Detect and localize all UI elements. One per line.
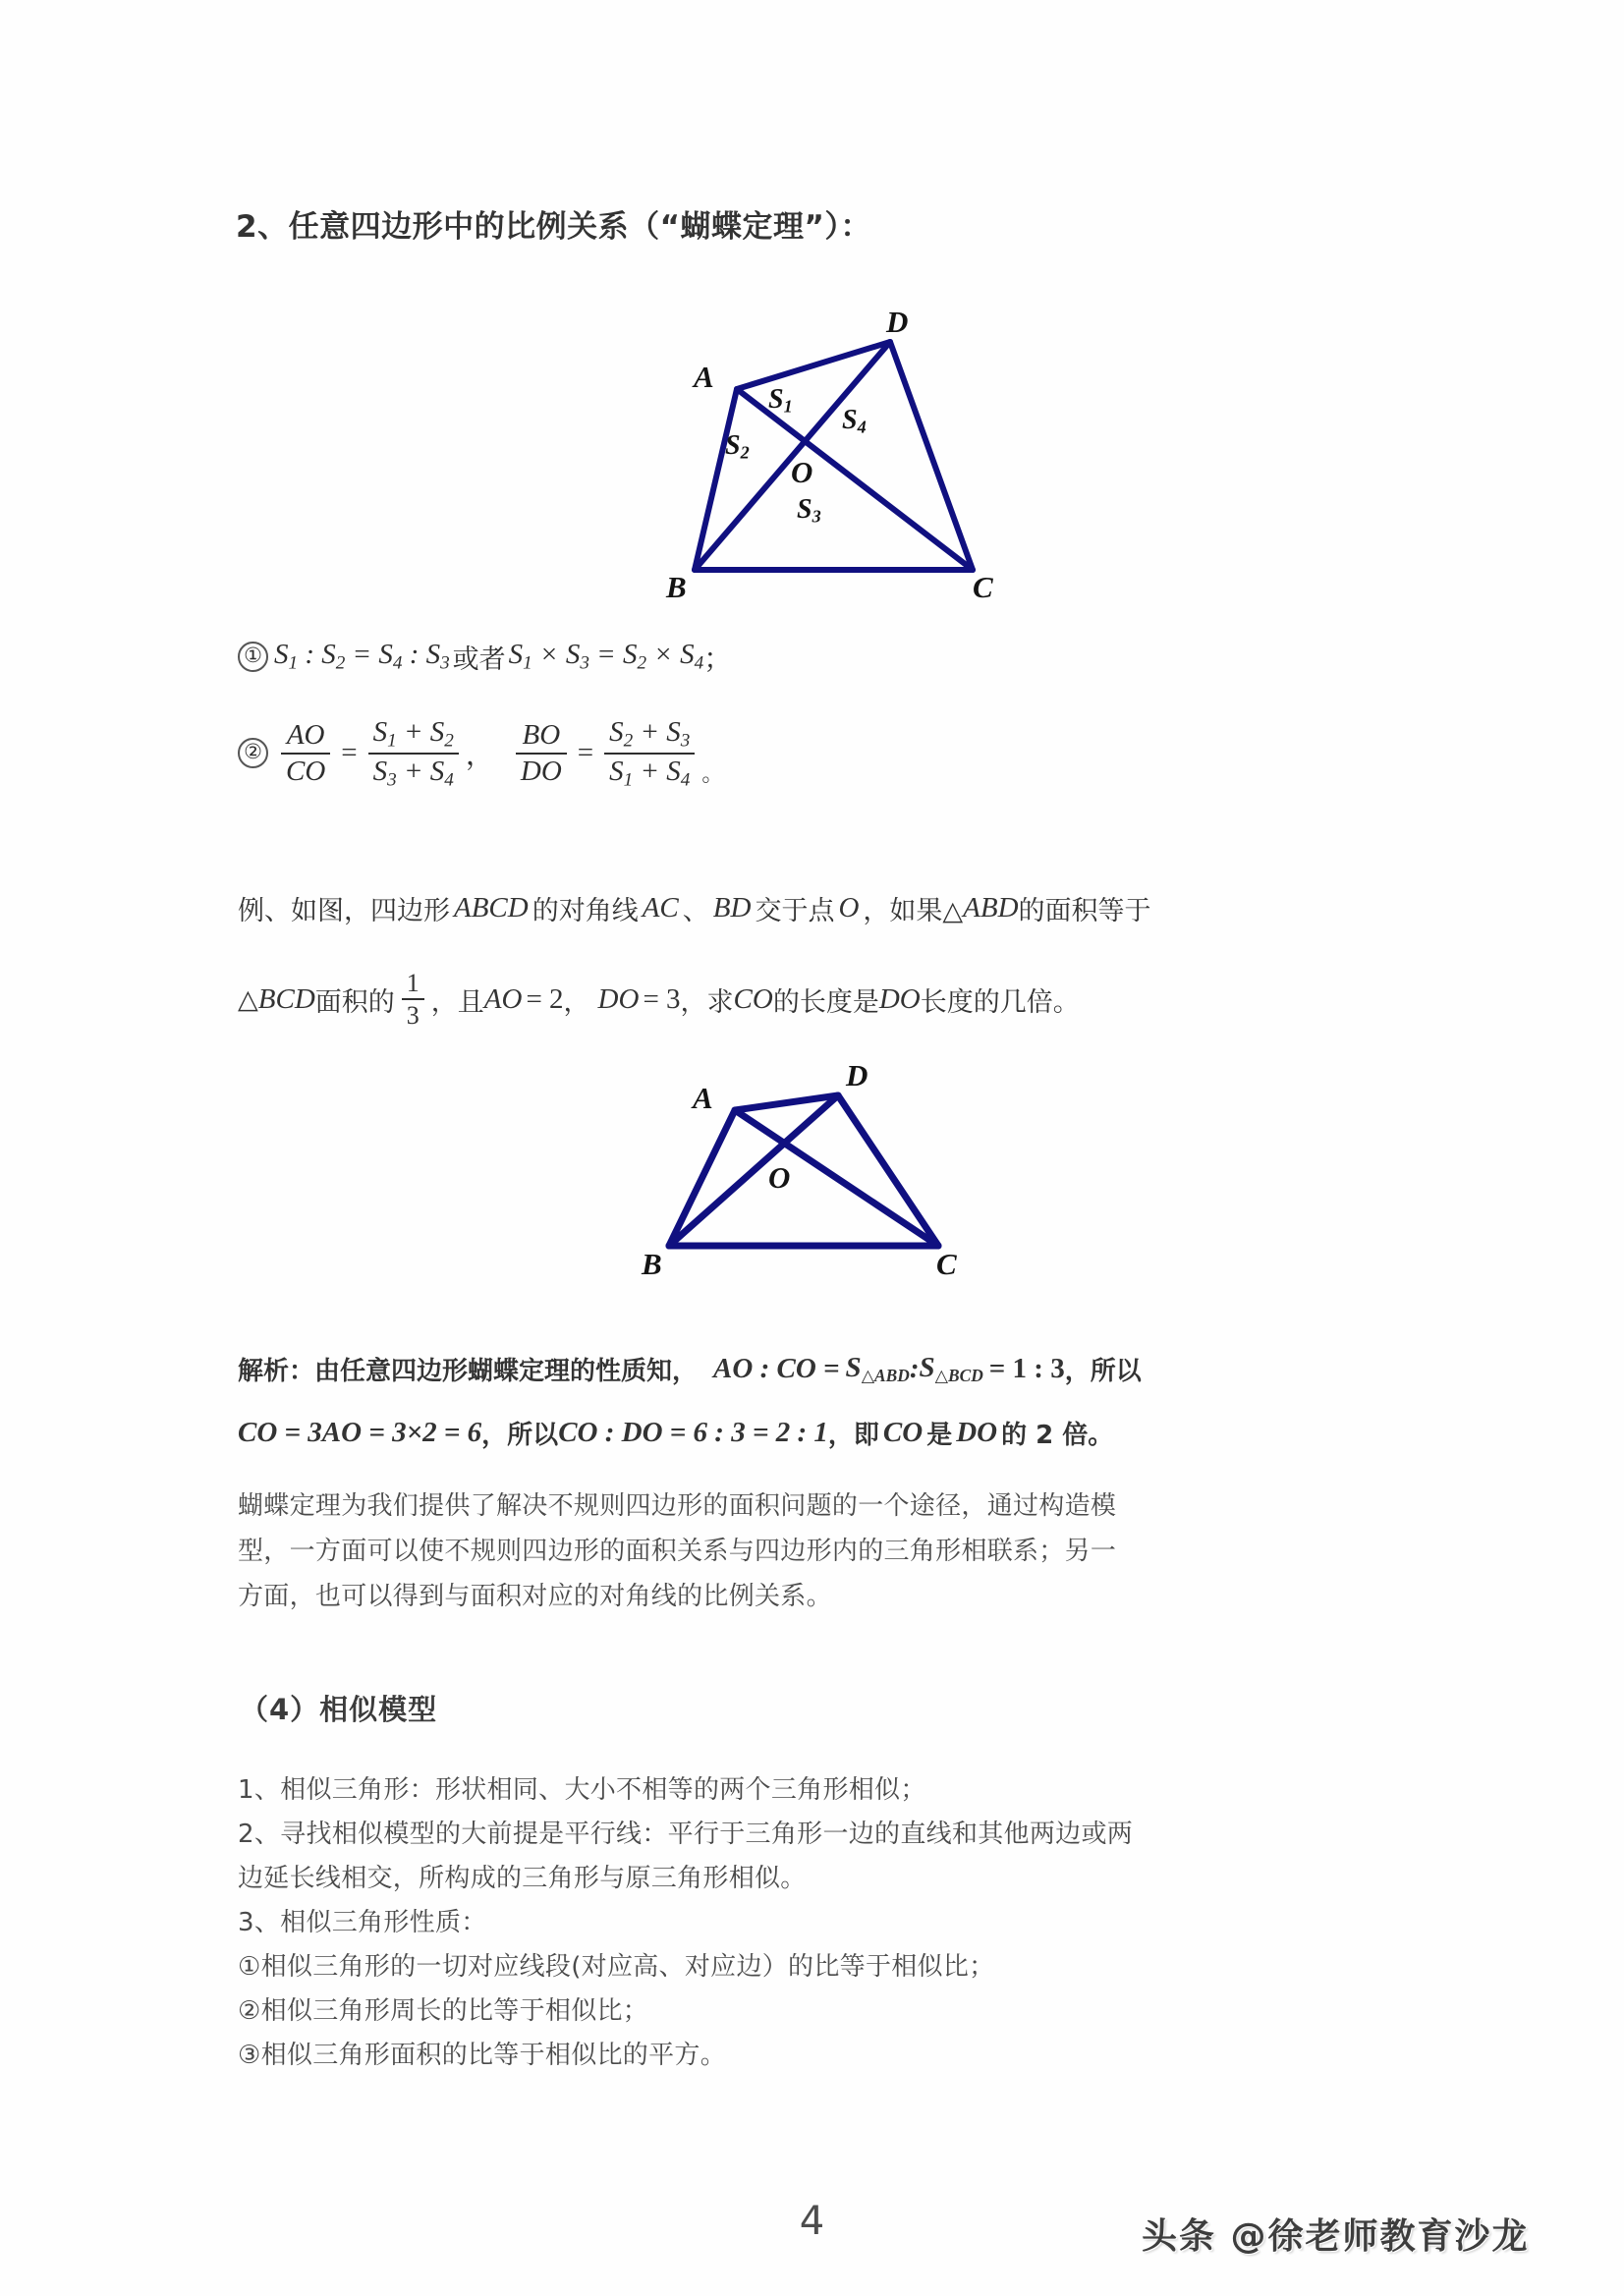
example2-ao: AO xyxy=(483,982,523,1015)
example2-comma: ， xyxy=(563,986,590,1018)
solution-label: 解析： xyxy=(238,1357,315,1386)
equals-sign-2: = xyxy=(577,737,594,769)
fraction-s2s3-s1s4 xyxy=(604,715,695,792)
example2-do2: DO xyxy=(878,982,921,1015)
formula1-expression: $S_1$ : $S_2 = S_4$ : $S_3$ xyxy=(274,639,450,674)
formula2-end: 。 xyxy=(701,761,724,787)
solution-math-pre: AO : CO = xyxy=(713,1353,840,1384)
example-line-2 xyxy=(238,968,1080,1031)
vertex-label-o: O xyxy=(768,1160,791,1195)
similar-model-heading: （4）相似模型 xyxy=(240,1693,438,1726)
example-text-pre: 例、如图，四边形 xyxy=(238,896,450,926)
vertex-label-b: B xyxy=(666,570,687,604)
list-item: ②相似三角形周长的比等于相似比； xyxy=(238,1996,649,2026)
example-text-mid: 的对角线 xyxy=(532,896,639,926)
solution-equation-1: CO = 3AO = 3×2 = 6 xyxy=(238,1417,482,1448)
vertex-label-o: O xyxy=(791,455,813,489)
solution-colon: : xyxy=(909,1353,920,1384)
example-abcd: ABCD xyxy=(454,892,529,924)
example2-pre: △ xyxy=(238,983,258,1015)
example-line-1 xyxy=(238,889,1151,927)
vertex-label-a: A xyxy=(694,360,714,394)
list-item: 3、相似三角形性质： xyxy=(238,1908,487,1937)
example-bd: BD xyxy=(712,892,752,924)
example2-co: CO xyxy=(733,982,773,1015)
fraction-s1s2-s3s4 xyxy=(368,715,459,792)
butterfly-diagram-svg xyxy=(668,312,1022,597)
watermark: 头条 @徐老师教育沙龙 xyxy=(1142,2216,1530,2257)
formula-2 xyxy=(238,715,723,792)
vertex-label-c: C xyxy=(936,1247,957,1281)
formula2-comma: ， xyxy=(465,738,494,772)
formula-marker-1: ① xyxy=(238,642,268,672)
vertex-label-a: A xyxy=(693,1081,713,1115)
example2-bcd: BCD xyxy=(257,982,315,1015)
equals-sign-1: = xyxy=(341,737,358,769)
example-quadrilateral-diagram xyxy=(632,1058,985,1282)
formula-1 xyxy=(238,637,732,677)
example-text-mid2: 交于点 xyxy=(755,896,835,926)
vertex-label-b: B xyxy=(642,1247,662,1281)
region-label-s1: $S_1$ xyxy=(768,384,793,417)
example-o: O xyxy=(838,892,860,924)
example-dun: 、 xyxy=(682,896,709,926)
fraction-bo-do xyxy=(516,718,567,788)
solution-ratio: = 1 : 3 xyxy=(988,1353,1065,1384)
example2-do-value: = 3 xyxy=(643,982,681,1015)
vertex-label-d: D xyxy=(846,1058,868,1092)
example2-tail: 长度的几倍。 xyxy=(920,986,1080,1018)
solution-mid-2: ，即 xyxy=(827,1421,879,1450)
explanation-line-2: 型，一方面可以使不规则四边形的面积关系与四边形内的三角形相联系；另一 xyxy=(238,1537,1117,1566)
explanation-line-1: 蝴蝶定理为我们提供了解决不规则四边形的面积问题的一个途径，通过构造模 xyxy=(238,1491,1117,1521)
fraction-ao-co xyxy=(281,718,330,788)
diagonals xyxy=(669,1095,938,1246)
solution-tail-2: 的 2 倍。 xyxy=(1001,1421,1114,1450)
fraction-numerator: AO xyxy=(286,719,325,752)
fraction-one-third xyxy=(402,968,424,1031)
fraction-numerator: BO xyxy=(522,719,561,752)
solution-s-bcd: $S_{\triangle BCD}$ xyxy=(919,1352,983,1385)
solution-text-1: 由任意四边形蝴蝶定理的性质知， xyxy=(314,1357,699,1386)
vertex-label-c: C xyxy=(973,570,993,604)
butterfly-theorem-diagram xyxy=(666,305,1022,604)
fraction-denominator: DO xyxy=(520,755,562,787)
explanation-line-3: 方面，也可以得到与面积对应的对角线的比例关系。 xyxy=(238,1582,832,1611)
formula-marker-2: ② xyxy=(238,738,268,768)
example2-mid2: ，且 xyxy=(430,986,484,1018)
region-label-s2: $S_2$ xyxy=(725,430,750,463)
solution-shi: 是 xyxy=(926,1421,953,1450)
fraction-denominator: $S_1 + S_4$ xyxy=(609,755,691,791)
formula1-conjunction: 或者 xyxy=(452,644,506,675)
quadrilateral-outline xyxy=(669,1095,938,1246)
example2-ao-value: = 2 xyxy=(526,982,564,1015)
fraction-denominator: $S_3 + S_4$ xyxy=(372,755,454,791)
region-label-s3: $S_3$ xyxy=(797,494,821,527)
list-item: ①相似三角形的一切对应线段(对应高、对应边）的比等于相似比； xyxy=(238,1952,995,1982)
page-number: 4 xyxy=(799,2199,825,2244)
example-diagram-svg xyxy=(632,1066,985,1282)
solution-s-abd: $S_{\triangle ABD}$ xyxy=(845,1352,910,1385)
list-item: 2、寻找相似模型的大前提是平行线：平行于三角形一边的直线和其他两边或两 xyxy=(238,1820,1134,1849)
list-item: ③相似三角形面积的比等于相似比的平方。 xyxy=(238,2041,727,2070)
example-text-mid3: ，如果△ xyxy=(863,896,964,926)
vertex-label-d: D xyxy=(886,305,909,339)
solution-line-1 xyxy=(238,1351,1142,1387)
example-ac: AC xyxy=(642,892,679,924)
fraction-numerator: $S_2 + S_3$ xyxy=(609,716,691,752)
example2-do: DO xyxy=(597,982,640,1015)
list-item: 1、相似三角形：形状相同、大小不相等的两个三角形相似； xyxy=(238,1775,926,1805)
section-title: 2、任意四边形中的比例关系（“蝴蝶定理”）： xyxy=(236,209,871,245)
solution-tail-1: ，所以 xyxy=(1064,1357,1142,1386)
solution-co: CO xyxy=(882,1417,924,1448)
list-item: 边延长线相交，所构成的三角形与原三角形相似。 xyxy=(238,1864,807,1893)
fraction-denominator: CO xyxy=(286,755,326,787)
region-label-s4: $S_4$ xyxy=(842,405,867,437)
example2-mid: 面积的 xyxy=(314,986,395,1018)
solution-line-2 xyxy=(238,1415,1113,1451)
similar-model-list xyxy=(238,1768,1402,2078)
example2-mid3: ，求 xyxy=(680,986,734,1018)
example-abd: ABD xyxy=(963,892,1019,924)
fraction-numerator: $S_1 + S_2$ xyxy=(372,716,454,752)
fraction-denominator: 3 xyxy=(406,1001,420,1031)
example-text-tail: 的面积等于 xyxy=(1018,896,1151,926)
formula1-end: ； xyxy=(703,644,733,675)
example2-mid4: 的长度是 xyxy=(772,986,879,1018)
solution-do: DO xyxy=(956,1417,998,1448)
fraction-numerator: 1 xyxy=(406,969,420,997)
explanation-paragraph xyxy=(238,1484,1402,1619)
solution-equation-2: CO : DO = 6 : 3 = 2 : 1 xyxy=(558,1417,828,1448)
solution-mid-1: ，所以 xyxy=(481,1421,559,1450)
formula1-expression-2: $S_1 \times S_3 = S_2 \times S_4$ xyxy=(508,639,704,674)
